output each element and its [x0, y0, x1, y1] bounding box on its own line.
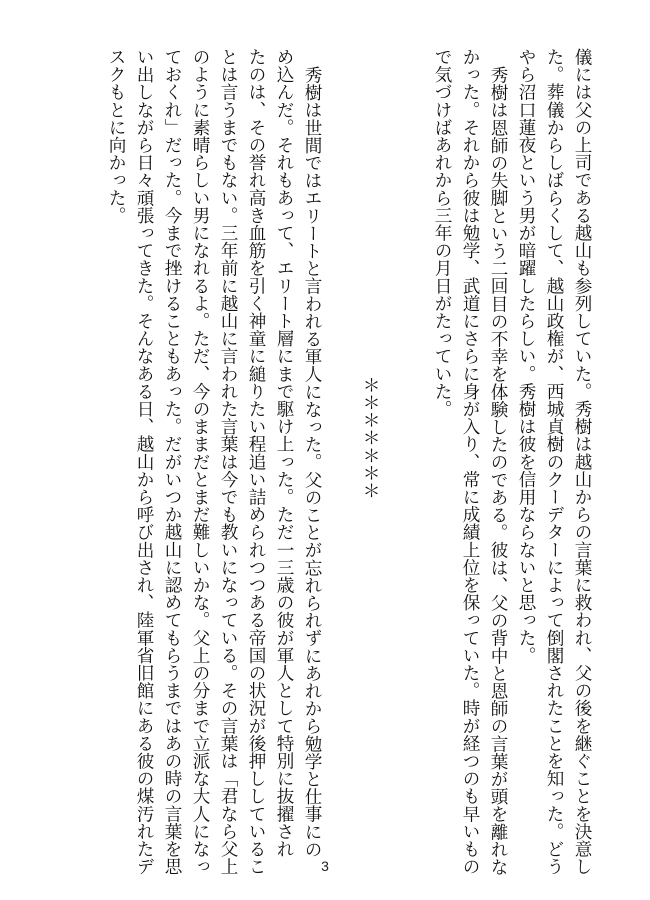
text-column-6: で気づけばあれから三年の月日がたっていた。	[432, 48, 452, 418]
text-column-5: かった。それから彼は勉学、武道にさらに身が入り、常に成績上位を保っていた。時が経つのも早いもの	[460, 48, 480, 876]
text-column-11: のように素晴らしい男になれるよ。ただ、今のままだとまだ難しいかな。父上の分まで立派な大人になっ	[190, 48, 210, 876]
text-column-3: やら沼口蓮夜という男が暗躍したらしい。秀樹は彼を信用ならないと思った。	[516, 48, 536, 664]
section-separator: ＊＊＊＊＊＊＊	[360, 376, 380, 500]
text-column-14: スクもとに向かった。	[106, 48, 126, 224]
text-column-9: たのは、その誉れ高き血筋を引く神童に縋りたい程追い詰められつつある帝国の状況が後押ししているこ	[246, 48, 266, 876]
text-column-4: 秀樹は恩師の失脚という二回目の不幸を体験したのである。彼は、父の背中と恩師の言葉が頭を離れな	[488, 66, 508, 876]
text-column-1: 儀には父の上司である越山も参列していた。秀樹は越山からの言葉に救われ、父の後を継ぐことを決意し	[572, 48, 592, 876]
text-column-13: い出しながら日々頑張ってきた。そんなある日、越山から呼び出され、陸軍省旧館にある彼の煤汚れたデ	[134, 48, 154, 876]
text-column-7: 秀樹は世間ではエリートと言われる軍人になった。父のことが忘れられずにあれから勉学と仕事にの	[302, 66, 322, 858]
text-column-10: とは言うまでもない。三年前に越山に言われた言葉は今でも教いになっている。その言葉は「君なら父上	[218, 48, 238, 876]
page-number: 3	[321, 858, 329, 874]
text-column-8: め込んだ。それもあって、エリート層にまで駆け上った。ただ一三歳の彼が軍人として特別に抜擢され	[274, 48, 294, 858]
text-column-12: ておくれ」だった。今まで挫けることもあった。だがいつか越山に認めてもらうまではあの時の言葉を思	[162, 48, 182, 876]
text-column-2: た。葬儀からしばらくして、越山政権が、西城貞樹のクーデターによって倒閣されたことを知った。どう	[544, 48, 564, 876]
